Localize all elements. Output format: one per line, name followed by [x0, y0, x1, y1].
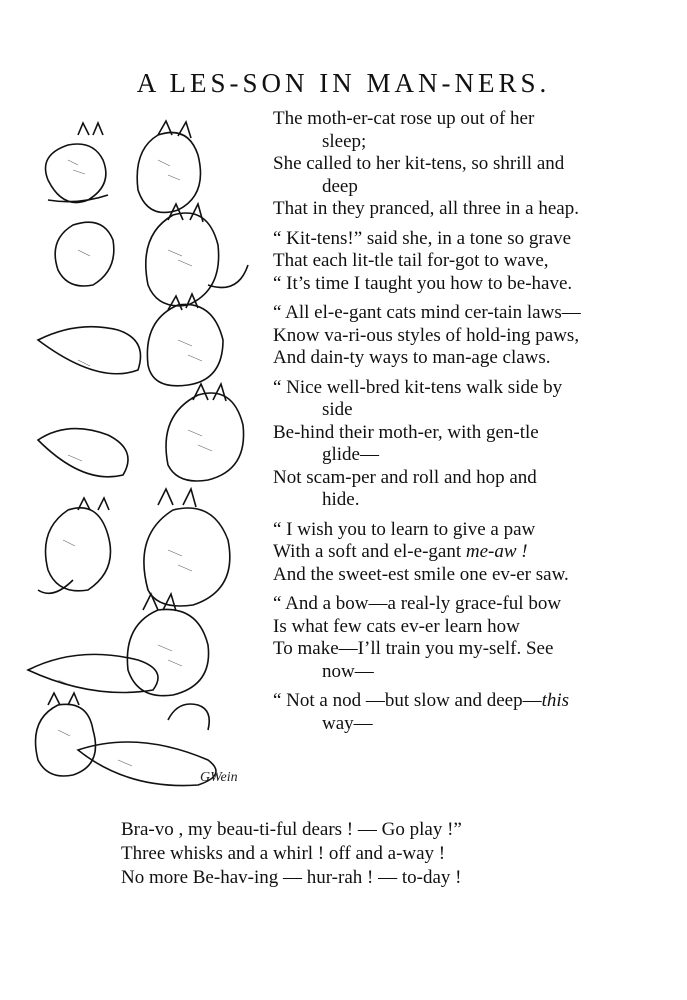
poem-line: That in they pranced, all three in a heap.	[273, 198, 579, 219]
poem-line: side	[322, 399, 353, 420]
poem-line: And the sweet-est smile one ev-er saw.	[273, 563, 569, 585]
stanza	[273, 690, 683, 735]
poem-line: She called to her kit-tens, so shrill and	[273, 153, 565, 174]
poem-line: That each lit-tle tail for-got to wave,	[273, 250, 549, 271]
stanza	[273, 593, 683, 683]
poem-line: “ Nice well-bred kit-tens walk side by	[273, 376, 563, 398]
poem-line: No more Be-hav-ing — hur-rah ! — to-day !	[121, 867, 462, 888]
poem-italic-text: me-aw !	[465, 541, 528, 562]
artist-signature: GWein	[200, 770, 238, 785]
poem-line: The moth-er-cat rose up out of her	[273, 108, 535, 129]
poem-column	[273, 108, 683, 742]
poem-line: Know va-ri-ous styles of hold-ing paws,	[273, 324, 580, 346]
poem-line: Not scam-per and roll and hop and	[273, 466, 537, 488]
poem-line: “ It’s time I taught you how to be-have.	[273, 272, 573, 294]
poem-line: To make—I’ll train you my-self. See	[273, 638, 554, 659]
poem-line: Is what few cats ev-er learn how	[273, 615, 520, 637]
poem-line: “ All el-e-gant cats mind cer-tain laws—	[273, 302, 581, 323]
poem-text: With a soft and el-e-gant	[273, 541, 462, 562]
stanza	[273, 228, 683, 296]
poem-line: now—	[322, 660, 374, 682]
stanza	[273, 377, 683, 512]
page-title: A LES-SON IN MAN-NERS.	[136, 68, 551, 98]
stanza	[273, 519, 683, 587]
poem-line: And dain-ty ways to man-age claws.	[273, 347, 551, 368]
poem-text: “ Not a nod —but slow and deep—	[273, 690, 542, 711]
poem-line: sleep;	[322, 130, 367, 152]
poem-italic-text: this	[541, 690, 570, 711]
poem-line: “ Kit-tens!” said she, in a tone so grave	[273, 227, 572, 249]
poem-ending	[121, 818, 661, 890]
poem-line	[273, 690, 683, 713]
poem-line: Three whisks and a whirl ! off and a-way !	[121, 843, 446, 864]
poem-line: glide—	[322, 444, 379, 465]
poem-line: Bra-vo , my beau-ti-ful dears ! — Go play !”	[121, 819, 462, 840]
poem-line: Be-hind their moth-er, with gen-tle	[273, 421, 539, 443]
stanza	[273, 108, 683, 221]
poem-line: way—	[322, 712, 373, 734]
poem-line: deep	[322, 175, 358, 197]
poem-line	[273, 541, 683, 564]
poem-line: hide.	[322, 489, 360, 510]
stanza	[273, 302, 683, 370]
cats-illustration	[18, 110, 268, 800]
poem-line: “ And a bow—a real-ly grace-ful bow	[273, 593, 562, 614]
poem-line: “ I wish you to learn to give a paw	[273, 518, 536, 540]
